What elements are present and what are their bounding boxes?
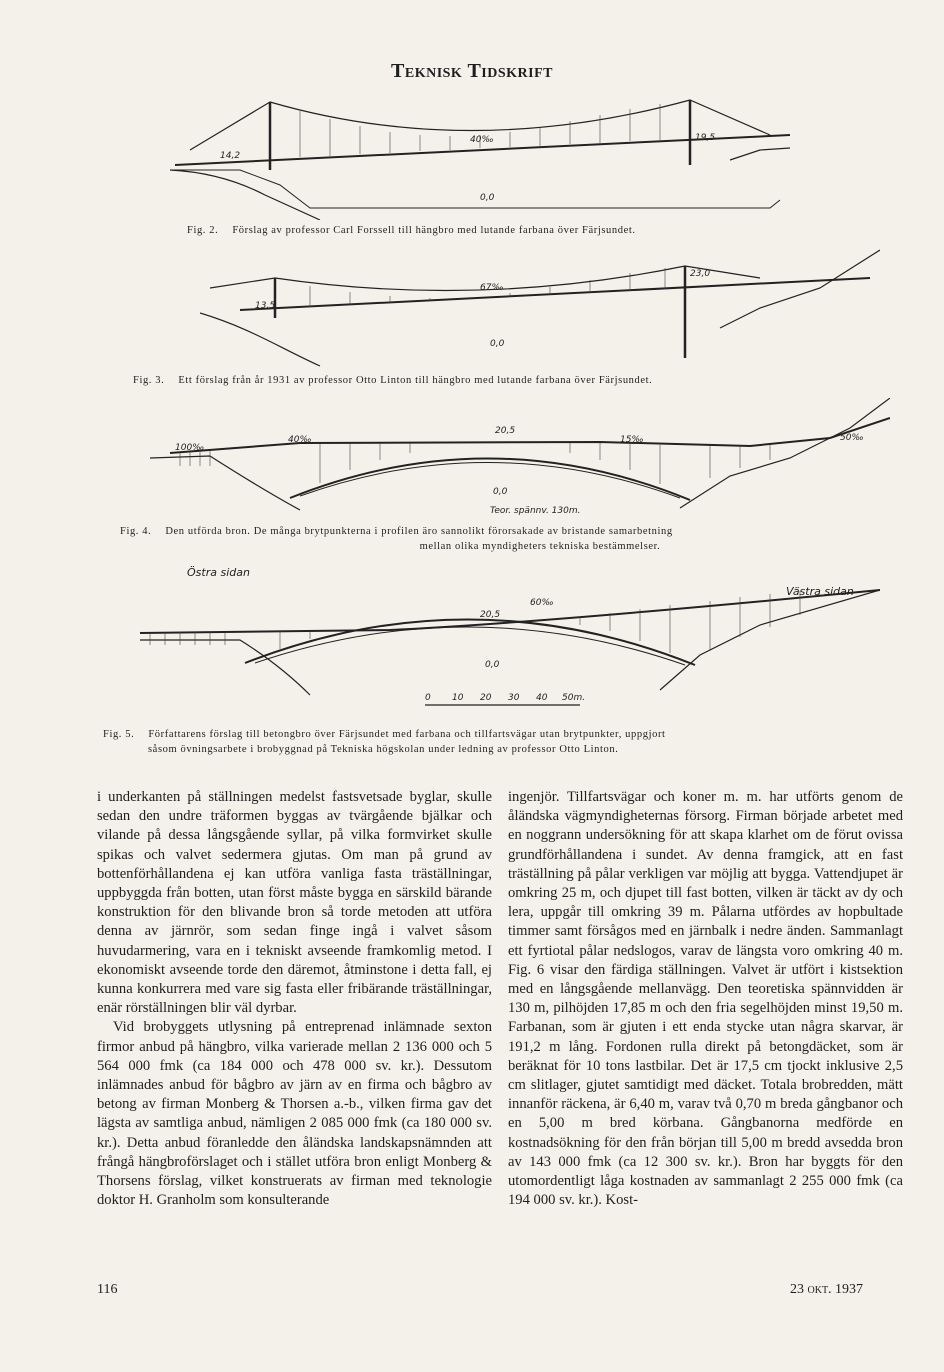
figure-2-drawing bbox=[170, 90, 790, 220]
figure-2-caption bbox=[187, 223, 636, 238]
figure-4-drawing bbox=[150, 398, 890, 518]
figure-4-caption-line2: mellan olika myndigheters tekniska bestämmelser. bbox=[419, 541, 661, 552]
figure-3-number: Fig. 3. bbox=[133, 375, 165, 386]
fig5-scale-10: 10 bbox=[452, 693, 464, 703]
fig3-label-1: 67‰ bbox=[480, 283, 504, 293]
fig5-label-2: 60‰ bbox=[530, 598, 554, 608]
figure-2-number: Fig. 2. bbox=[187, 225, 219, 236]
figure-3-caption bbox=[133, 373, 652, 388]
right-paragraph-1: ingenjör. Tillfartsvägar och koner m. m. har utförts genom de åländska vägmyndigheternas försorg. Firman började arbetet med en noggrann undersökning för att skapa klarhet om de förut ovissa grundförhållandena i sundet. Av denna framgick, att en fast träställning på pålar verkligen var möjlig att bygga. Vattendjupet är omkring 25 m, och djupet till fast botten, vilken är täckt av dy och lera, uppgår till omkring 39 m. Pålarna utfördes av hopbultade timmer samt försågos med en järnbalk i nedre änden. Sammanlagt ett fyrtiotal pålar nedslogos, varav de längsta voro omkring 40 m. Fig. 6 visar den färdiga ställningen. Valvet är utfört i kistsektion med en långsgående mellanvägg. Den teoretiska spännvidden är 130 m, pilhöjden 17,85 m och den fria segelhöjden minst 19,50 m. Farbanan, som är gjuten i ett enda stycke utan några skarvar, är 191,2 m lång. Fordonen rulla direkt på betongdäcket, som är beräknat för 10 tons lastbilar. Det är 17,5 cm tjockt inklusive 2,5 cm slitlager, gjutet samtidigt med däcket. Totala brobredden, mätt innanför räckena, är 6,40 m, varav två 0,70 m breda gångbanor och en 5,00 m bred körbana. Gångbanorna medförde en kostnadsökning för den från början till 5,00 m bredd avsedda bron av 143 000 fmk (ca 12 300 sv. kr.). Bron har byggts för den utomordentligt låga kostnaden av sammanlagt 2 255 000 fmk (ca 194 000 sv. kr.). Kost- bbox=[508, 789, 903, 1209]
fig5-scale-20: 20 bbox=[480, 693, 492, 703]
left-paragraph-2: Vid brobyggets utlysning på entreprenad inlämnade sexton firmor anbud på hängbro, vilka varierade mellan 2 136 000 och 5 564 000 fmk (ca 184 000 och 478 000 sv. kr.). Dessutom inlämnades anbud för bågbro av järn av en firma och bågbro av betong av firman Monberg & Thorsen a.-b., vilken firma gav det lägsta av samtliga anbud, nämligen 2 085 000 fmk (ca 180 000 sv. kr.). Detta anbud föranledde den åländska landskapsnämnden att frångå hängbroförslaget och i stället utföra bron enligt Monberg & Thorsens förslag, vilket konstruerats av firman med teknologie doktor H. Granholm som konsulterande bbox=[97, 1019, 492, 1209]
fig5-label-1: 20,5 bbox=[480, 610, 501, 620]
fig2-label-2: 40‰ bbox=[470, 135, 494, 145]
left-column bbox=[97, 788, 492, 1210]
fig4-label-5: 50‰ bbox=[840, 433, 864, 443]
page-title: Teknisk Tidskrift bbox=[391, 60, 553, 82]
issue-date: 23 okt. 1937 bbox=[790, 1282, 864, 1297]
fig5-label-3: 0,0 bbox=[485, 660, 500, 670]
figure-4-caption-line1: Den utförda bron. De många brytpunkterna i profilen äro sannolikt förorsakade av bristande samarbetning bbox=[165, 526, 673, 537]
figure-5-caption bbox=[103, 727, 903, 757]
fig3-label-2: 23,0 bbox=[690, 269, 711, 279]
figure-3-drawing bbox=[200, 248, 880, 368]
fig4-label-2: 40‰ bbox=[288, 435, 312, 445]
fig3-label-3: 13,5 bbox=[255, 301, 276, 311]
figure-4-number: Fig. 4. bbox=[120, 526, 152, 537]
figure-5-caption-line1: Författarens förslag till betongbro över Färjsundet med farbana och tillfartsvägar utan brytpunkter, uppgjort bbox=[148, 729, 666, 740]
fig2-label-3: 19,5 bbox=[695, 133, 716, 143]
fig2-label-4: 0,0 bbox=[480, 193, 495, 203]
figure-3-caption-text: Ett förslag från år 1931 av professor Otto Linton till hängbro med lutande farbana över Färjsundet. bbox=[178, 375, 653, 386]
figure-2-caption-text: Förslag av professor Carl Forssell till hängbro med lutande farbana över Färjsundet. bbox=[232, 225, 636, 236]
fig5-east-side: Östra sidan bbox=[187, 566, 250, 579]
figure-5-drawing bbox=[140, 585, 880, 710]
fig4-label-6: 0,0 bbox=[493, 487, 508, 497]
fig5-scale-40: 40 bbox=[536, 693, 548, 703]
fig3-label-4: 0,0 bbox=[490, 339, 505, 349]
fig5-scale-0: 0 bbox=[425, 693, 431, 703]
page-number: 116 bbox=[97, 1282, 118, 1297]
fig2-label-1: 14,2 bbox=[220, 151, 241, 161]
figure-5-number: Fig. 5. bbox=[103, 729, 135, 740]
figure-4-caption bbox=[120, 524, 900, 554]
fig5-scale-30: 30 bbox=[508, 693, 520, 703]
fig4-label-4: 15‰ bbox=[620, 435, 644, 445]
fig5-scale-50: 50m. bbox=[562, 693, 586, 703]
fig4-label-3: 20,5 bbox=[495, 426, 516, 436]
figure-5-caption-line2: såsom övningsarbete i brobyggnad på Tekniska högskolan under ledning av professor Otto Linton. bbox=[148, 744, 619, 755]
fig4-label-7: Teor. spännv. 130m. bbox=[490, 506, 581, 516]
right-column bbox=[508, 788, 903, 1210]
fig5-west-side: Västra sidan bbox=[786, 585, 854, 598]
fig4-label-1: 100‰ bbox=[175, 443, 205, 453]
left-paragraph-1: i underkanten på ställningen medelst fastsvetsade byglar, skulle sedan den undre träformen byggas av tvärgående bjälkar och vilande på dessa långsgående syllar, på vilka formvirket skulle spikas och valvet sedermera gjutas. Om man på grund av bottenförhållandena ej kan utföra vanliga fasta träställningar, uppbyggda från botten, utan först måste bygga en särskild bärande konstruktion för den blivande bron så torde metoden att utföra denna av järnrör, som sedan finge ingå i valvet såsom huvudarmering, vara en i tekniskt avseende framkomlig metod. I ekonomiskt avseende torde den däremot, åtminstone i detta fall, ej kunna konkurrera med vare sig fasta eller fribärande träställningar, enär rörställningen blir väl dyrbar. bbox=[97, 789, 492, 1017]
